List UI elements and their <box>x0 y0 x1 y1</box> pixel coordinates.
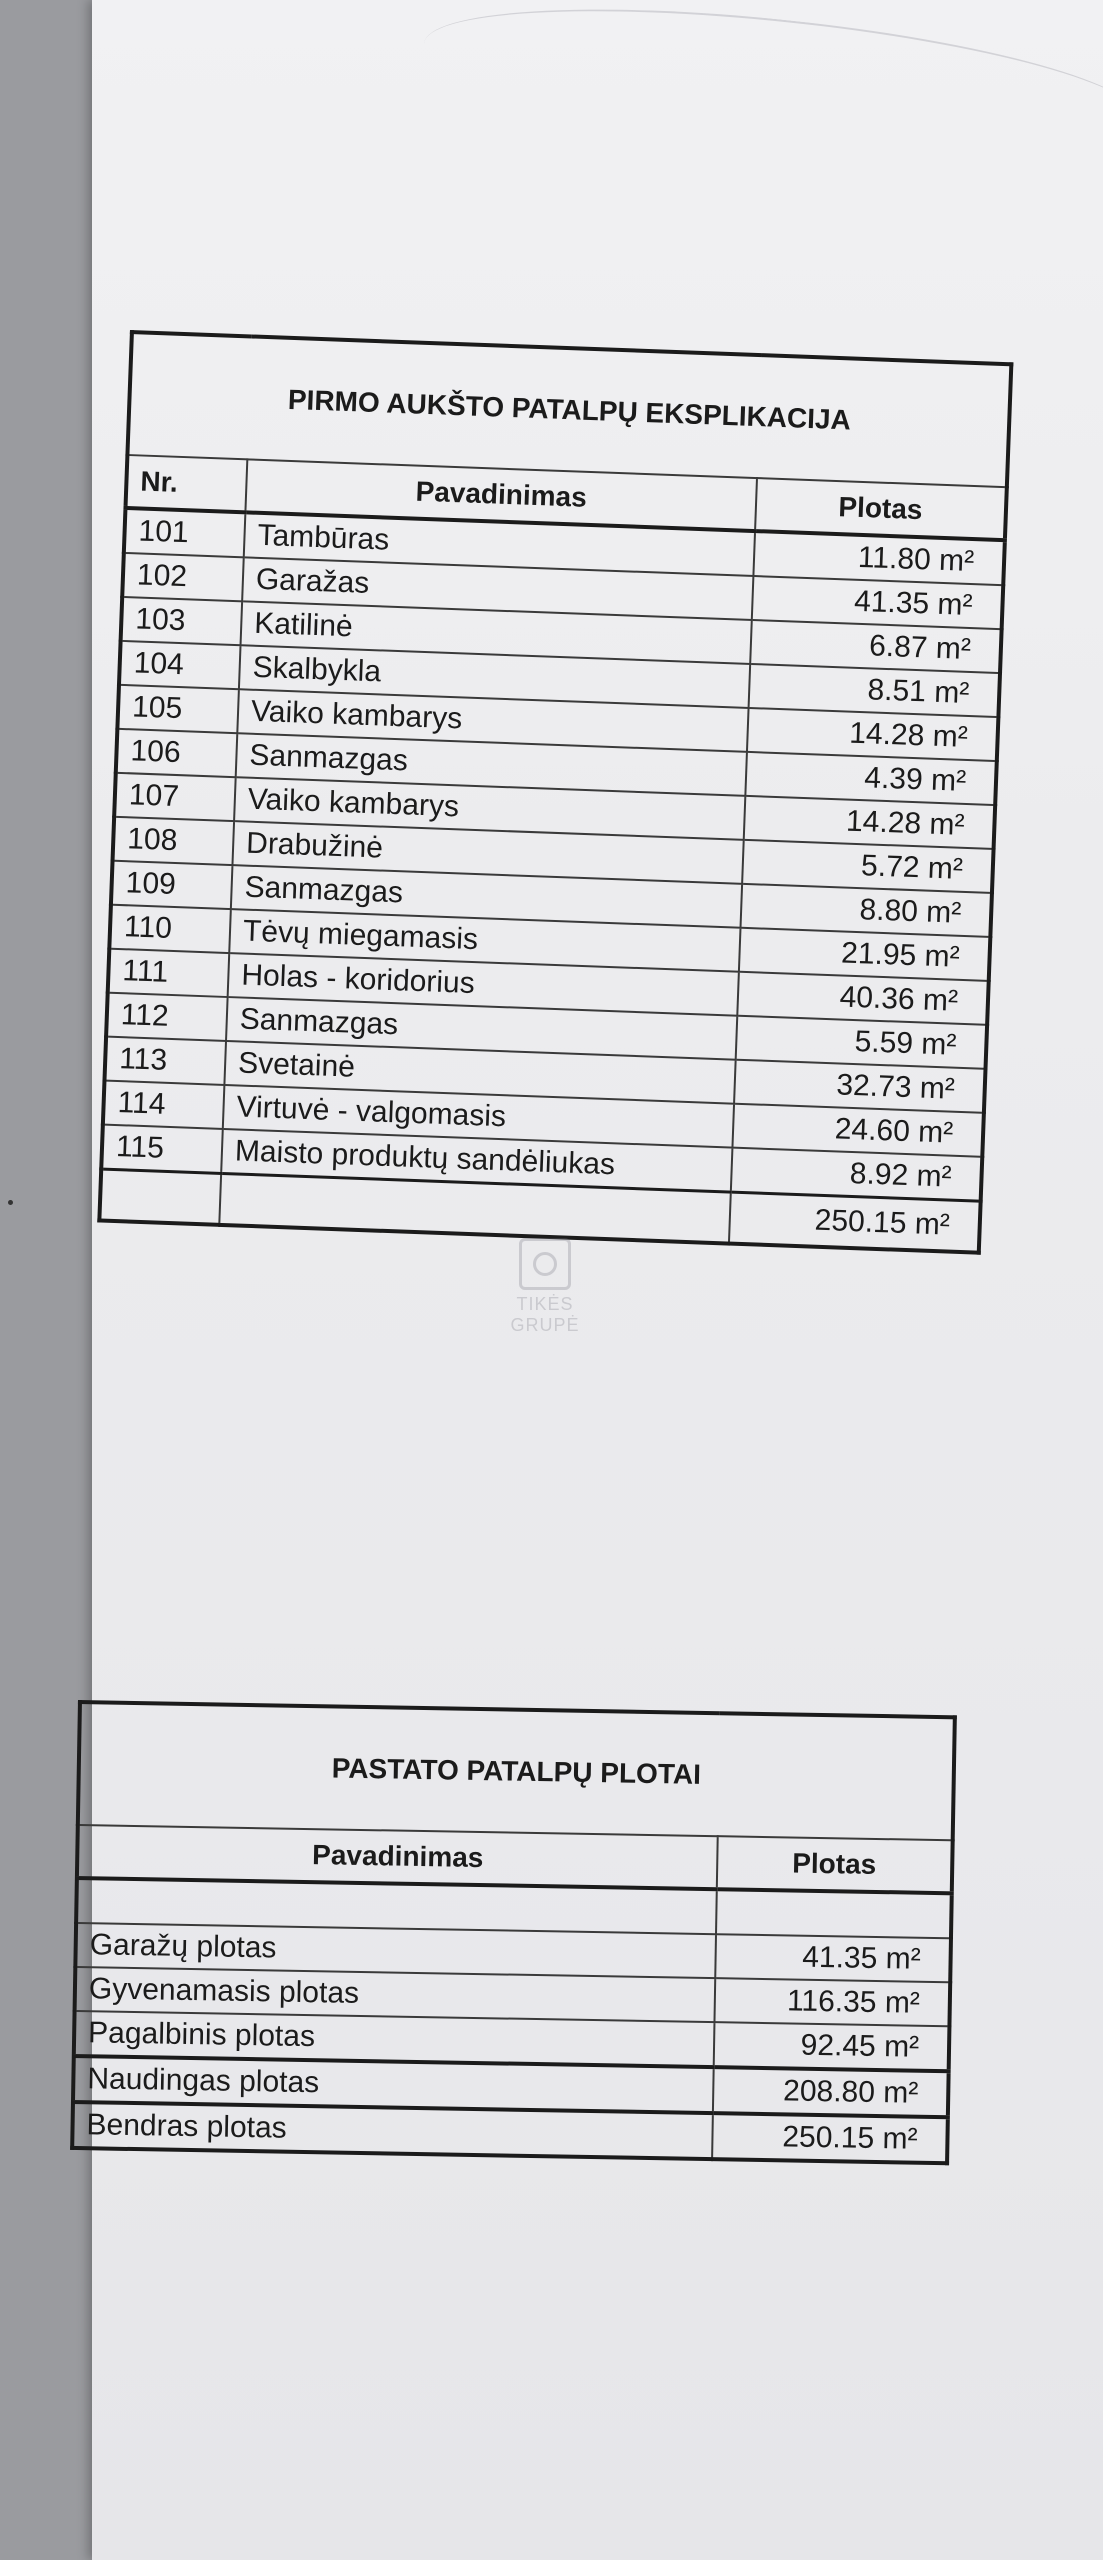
room-area: 8.51 m² <box>749 664 1000 717</box>
area-type-name: Garažų plotas <box>75 1923 716 1978</box>
watermark-text: TIKĖS GRUPĖ <box>510 1294 580 1335</box>
room-area: 14.28 m² <box>744 796 995 849</box>
room-number: 113 <box>104 1037 226 1085</box>
total-area: 250.15 m² <box>729 1192 981 1253</box>
area-type-name: Bendras plotas <box>72 2102 713 2159</box>
spacer-row <box>716 1889 952 1938</box>
total-spacer <box>99 1169 221 1225</box>
room-name: Maisto produktų sandėliukas <box>221 1129 732 1192</box>
room-name: Sanmazgas <box>231 865 742 928</box>
area-type-name: Naudingas plotas <box>73 2056 714 2113</box>
room-number: 108 <box>113 817 235 865</box>
room-name: Vaiko kambarys <box>237 689 748 752</box>
room-number: 106 <box>116 729 238 777</box>
room-number: 103 <box>121 597 243 645</box>
room-number: 107 <box>114 773 236 821</box>
room-name: Katilinė <box>241 601 752 664</box>
area-value: 116.35 m² <box>714 1978 950 2026</box>
room-name: Vaiko kambarys <box>234 777 745 840</box>
room-area: 6.87 m² <box>750 620 1001 673</box>
room-number: 104 <box>119 641 241 689</box>
paper-fold <box>418 0 1103 179</box>
room-number: 114 <box>103 1081 225 1129</box>
room-number: 115 <box>101 1125 223 1174</box>
floor-explication-table <box>97 330 1013 1255</box>
table-title: PIRMO AUKŠTO PATALPŲ EKSPLIKACIJA <box>127 332 1011 487</box>
room-area: 5.59 m² <box>736 1016 987 1069</box>
room-name: Virtuvė - valgomasis <box>223 1085 734 1148</box>
header-nr: Nr. <box>125 455 247 512</box>
room-area: 14.28 m² <box>747 708 998 761</box>
room-number: 111 <box>108 949 230 997</box>
room-name: Drabužinė <box>232 821 743 884</box>
header-name: Pavadinimas <box>245 459 757 531</box>
background-dot <box>8 1200 13 1205</box>
room-name: Sanmazgas <box>226 997 737 1060</box>
header-area: Plotas <box>717 1836 953 1893</box>
room-name: Holas - koridorius <box>228 953 739 1016</box>
header-name: Pavadinimas <box>77 1825 718 1889</box>
area-type-name: Gyvenamasis plotas <box>75 1967 716 2022</box>
room-name: Skalbykla <box>239 645 750 708</box>
room-area: 40.36 m² <box>737 972 988 1025</box>
area-value: 208.80 m² <box>713 2067 949 2117</box>
room-name: Sanmazgas <box>236 733 747 796</box>
room-area: 8.80 m² <box>741 884 992 937</box>
room-name: Svetainė <box>224 1041 735 1104</box>
building-area-table <box>70 1700 957 2165</box>
room-name: Tambūras <box>244 512 755 576</box>
room-area: 32.73 m² <box>734 1060 985 1113</box>
room-number: 105 <box>117 685 239 733</box>
header-area: Plotas <box>755 478 1007 540</box>
room-name: Garažas <box>242 557 753 620</box>
room-area: 4.39 m² <box>745 752 996 805</box>
room-area: 41.35 m² <box>752 576 1003 629</box>
area-value: 41.35 m² <box>715 1934 951 1982</box>
room-area: 5.72 m² <box>742 840 993 893</box>
area-value: 250.15 m² <box>712 2113 948 2163</box>
area-value: 92.45 m² <box>714 2022 950 2071</box>
room-number: 102 <box>122 553 244 601</box>
room-area: 21.95 m² <box>739 928 990 981</box>
room-area: 8.92 m² <box>731 1148 982 1202</box>
area-type-name: Pagalbinis plotas <box>74 2011 715 2067</box>
watermark-logo-icon <box>519 1238 571 1290</box>
room-number: 112 <box>106 993 228 1041</box>
watermark <box>480 1238 610 1336</box>
room-number: 109 <box>111 861 233 909</box>
room-area: 24.60 m² <box>732 1104 983 1157</box>
table-title: PASTATO PATALPŲ PLOTAI <box>78 1702 955 1840</box>
room-area: 11.80 m² <box>753 531 1004 585</box>
room-name: Tėvų miegamasis <box>229 909 740 972</box>
room-number: 101 <box>124 508 246 557</box>
room-number: 110 <box>109 905 231 953</box>
